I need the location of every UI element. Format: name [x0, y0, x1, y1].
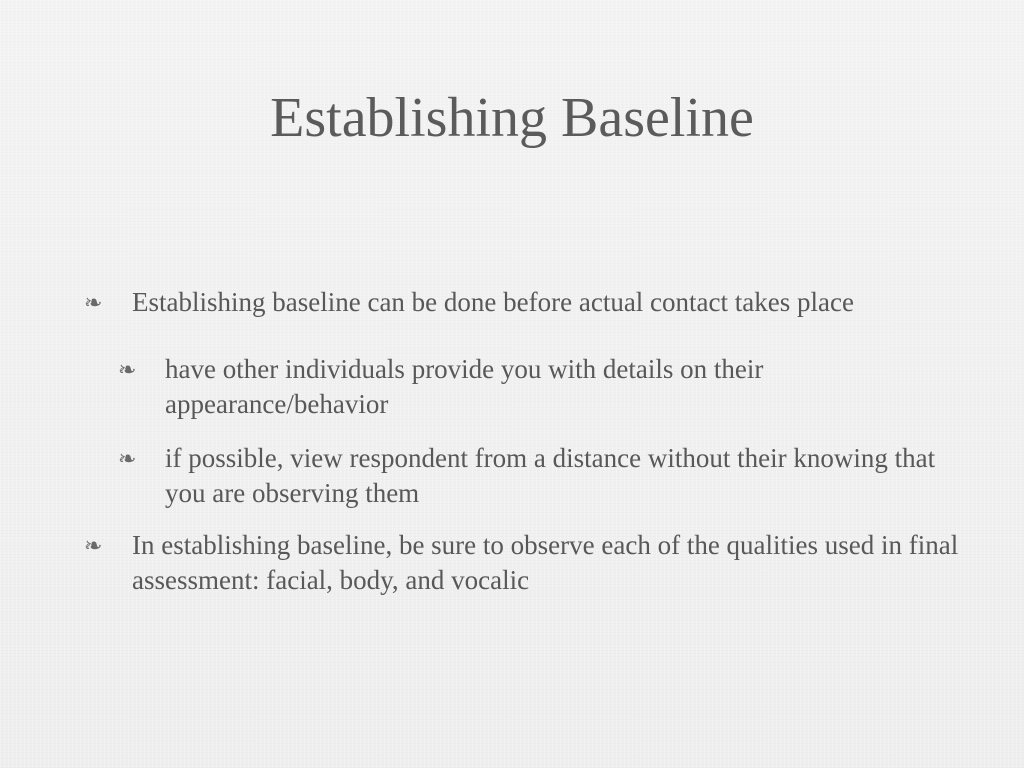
bullet-text: have other individuals provide you with details on their appearance/behavior — [165, 354, 764, 419]
bullet-item — [80, 285, 960, 320]
bullet-text: In establishing baseline, be sure to observe each of the qualities used in final assessment: facial, body, and vocalic — [132, 530, 959, 595]
fleuron-bullet-icon: ❧ — [118, 446, 137, 471]
fleuron-bullet-icon: ❧ — [84, 533, 103, 558]
bullet-text: Establishing baseline can be done before actual contact takes place — [132, 287, 854, 317]
sub-bullet-item — [80, 441, 960, 511]
sub-bullet-item — [80, 352, 960, 422]
bullet-item — [80, 528, 960, 598]
bullet-text: if possible, view respondent from a distance without their knowing that you are observing them — [165, 443, 936, 508]
bullet-list — [80, 285, 960, 598]
fleuron-bullet-icon: ❧ — [118, 357, 137, 382]
slide-title: Establishing Baseline — [270, 87, 754, 149]
fleuron-bullet-icon: ❧ — [84, 290, 103, 315]
